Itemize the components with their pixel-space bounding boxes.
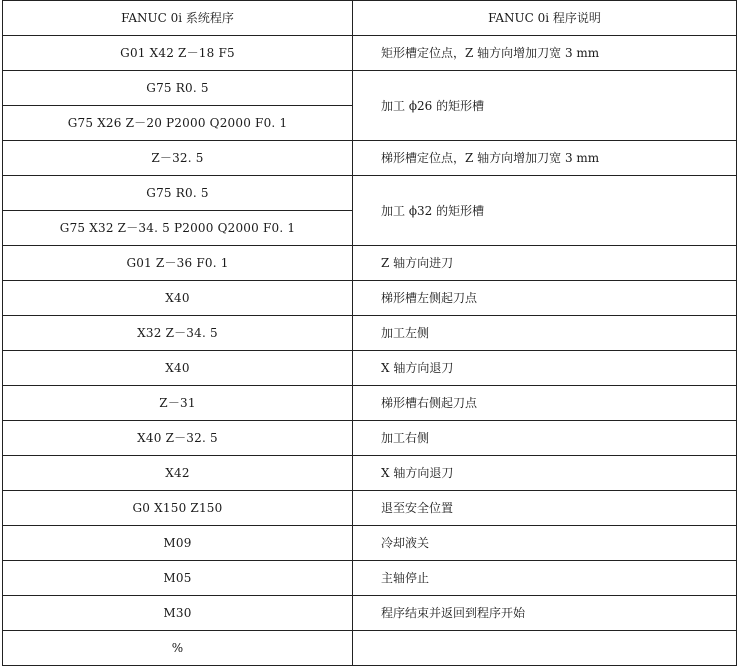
code-cell: M09 xyxy=(3,526,353,561)
code-cell: G75 R0. 5 xyxy=(3,176,353,211)
program-table xyxy=(2,0,737,666)
desc-cell xyxy=(353,631,737,666)
code-cell: G01 Z－36 F0. 1 xyxy=(3,246,353,281)
table-row xyxy=(3,246,737,281)
table-row xyxy=(3,386,737,421)
table-row xyxy=(3,526,737,561)
desc-cell: 梯形槽定位点，Z 轴方向增加刀宽 3 mm xyxy=(353,141,737,176)
desc-cell: 梯形槽左侧起刀点 xyxy=(353,281,737,316)
code-cell: G75 X26 Z－20 P2000 Q2000 F0. 1 xyxy=(3,106,353,141)
code-cell: G0 X150 Z150 xyxy=(3,491,353,526)
desc-cell: X 轴方向退刀 xyxy=(353,456,737,491)
table-row xyxy=(3,281,737,316)
desc-cell: 冷却液关 xyxy=(353,526,737,561)
code-cell: X40 Z－32. 5 xyxy=(3,421,353,456)
table-row xyxy=(3,421,737,456)
code-cell: Z－32. 5 xyxy=(3,141,353,176)
code-cell: G01 X42 Z－18 F5 xyxy=(3,36,353,71)
code-cell: Z－31 xyxy=(3,386,353,421)
table-row xyxy=(3,36,737,71)
header-desc: FANUC 0i 程序说明 xyxy=(353,1,737,36)
code-cell: G75 X32 Z－34. 5 P2000 Q2000 F0. 1 xyxy=(3,211,353,246)
desc-cell: X 轴方向退刀 xyxy=(353,351,737,386)
desc-cell: 矩形槽定位点，Z 轴方向增加刀宽 3 mm xyxy=(353,36,737,71)
code-cell: % xyxy=(3,631,353,666)
table-row xyxy=(3,176,737,211)
table-row xyxy=(3,631,737,666)
table-row xyxy=(3,71,737,106)
table-row xyxy=(3,561,737,596)
table-row xyxy=(3,316,737,351)
code-cell: X40 xyxy=(3,351,353,386)
header-code: FANUC 0i 系统程序 xyxy=(3,1,353,36)
desc-cell: 程序结束并返回到程序开始 xyxy=(353,596,737,631)
code-cell: M30 xyxy=(3,596,353,631)
desc-cell: 退至安全位置 xyxy=(353,491,737,526)
desc-cell: 梯形槽右侧起刀点 xyxy=(353,386,737,421)
table-row xyxy=(3,491,737,526)
code-cell: X40 xyxy=(3,281,353,316)
desc-cell: 主轴停止 xyxy=(353,561,737,596)
table-row xyxy=(3,141,737,176)
table-row xyxy=(3,596,737,631)
desc-cell: Z 轴方向进刀 xyxy=(353,246,737,281)
code-cell: X42 xyxy=(3,456,353,491)
table-row xyxy=(3,351,737,386)
desc-cell: 加工右侧 xyxy=(353,421,737,456)
desc-cell: 加工 ϕ26 的矩形槽 xyxy=(353,71,737,141)
code-cell: G75 R0. 5 xyxy=(3,71,353,106)
header-row xyxy=(3,1,737,36)
desc-cell: 加工左侧 xyxy=(353,316,737,351)
table-row xyxy=(3,456,737,491)
code-cell: M05 xyxy=(3,561,353,596)
code-cell: X32 Z－34. 5 xyxy=(3,316,353,351)
desc-cell: 加工 ϕ32 的矩形槽 xyxy=(353,176,737,246)
